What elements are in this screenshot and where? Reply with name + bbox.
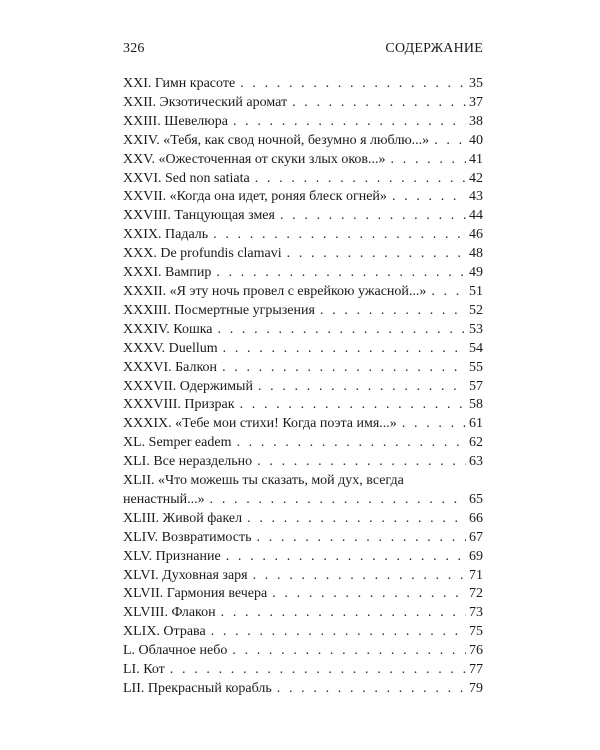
toc-entry-title: XXIII. Шевелюра [123,113,228,129]
toc-entry-title: XLVIII. Флакон [123,605,216,621]
toc-entry-title: XXVI. Sed non satiata [123,170,250,186]
toc-entry [123,453,483,472]
toc-entry-title: XXVII. «Когда она идет, роняя блеск огней» [123,189,387,205]
dot-leader [386,151,466,170]
toc-entry-page: 67 [469,529,483,545]
toc-entry [123,510,483,529]
toc-entry-title: XLIX. Отрава [123,624,206,640]
toc-entry-row [123,245,483,264]
toc-entry-row [123,491,483,510]
toc-entry-row [123,170,483,189]
toc-entry-row [123,567,483,586]
toc-entry-title: XXIX. Падаль [123,227,209,243]
toc-entry [123,642,483,661]
toc-entry-row [123,188,483,207]
dot-leader [242,510,466,529]
toc-entry-title: XLIII. Живой факел [123,510,243,526]
toc-entry-page: 55 [469,359,483,375]
toc-entry-title: XXXII. «Я эту ночь провел с еврейкою ужасной...» [123,283,427,299]
toc-entry-page: 46 [469,227,483,243]
toc-entry [123,170,483,189]
toc-entry-title: XLVII. Гармония вечера [123,586,268,602]
dot-leader [429,132,466,151]
toc-entry-page: 57 [469,378,483,394]
dot-leader [250,170,466,189]
toc-entry [123,226,483,245]
toc-entry [123,434,483,453]
toc-entry-title: XLIV. Возвратимость [123,529,252,545]
toc-entry-page: 44 [469,208,483,224]
dot-leader [253,378,466,397]
dot-leader [231,434,466,453]
dot-leader [252,529,467,548]
dot-leader [165,661,466,680]
dot-leader [275,207,466,226]
toc-entry-page: 49 [469,265,483,281]
toc-entry-title: XXXVIII. Призрак [123,397,235,413]
toc-entry [123,472,483,510]
toc-entry-page: 53 [469,321,483,337]
dot-leader [227,642,466,661]
toc-entry-row [123,340,483,359]
toc-entry-row [123,302,483,321]
toc-entry-page: 54 [469,340,483,356]
dot-leader [216,604,466,623]
toc-entry-row [123,453,483,472]
toc-entry-row [123,378,483,397]
toc-entry-title: LI. Кот [123,662,165,678]
toc-entry-row [123,604,483,623]
dot-leader [235,396,466,415]
toc-entry-title: XXI. Гимн красоте [123,76,236,91]
page-number: 326 [123,41,145,56]
toc-entry-page: 72 [469,586,483,602]
toc-entry-page: 65 [469,491,483,507]
toc-entry-page: 79 [469,681,483,696]
toc-entry-page: 43 [469,189,483,205]
dot-leader [282,245,466,264]
dot-leader [252,453,466,472]
toc-entry-page: 66 [469,510,483,526]
toc-entry-row [123,680,483,699]
toc-entry [123,302,483,321]
toc-entry-page: 61 [469,416,483,432]
toc-entry [123,113,483,132]
toc-entry [123,132,483,151]
dot-leader [315,302,466,321]
toc-entry-row [123,396,483,415]
toc-entry-page: 62 [469,435,483,451]
toc-entry-row [123,321,483,340]
toc-entry [123,188,483,207]
toc-entry [123,661,483,680]
dot-leader [217,359,466,378]
toc-entry-page: 48 [469,246,483,262]
toc-entry-page: 71 [469,567,483,583]
toc-entry-page: 52 [469,302,483,318]
toc-entry-page: 76 [469,643,483,659]
dot-leader [228,113,466,132]
running-header [123,41,483,61]
toc-entry-title: XL. Semper eadem [123,435,232,451]
toc-entry-row [123,585,483,604]
dot-leader [267,585,466,604]
toc-entry [123,340,483,359]
toc-entry-title: XXXVI. Балкон [123,359,218,375]
toc-entry-row [123,529,483,548]
toc-entry-title: XXXVII. Одержимый [123,378,253,394]
toc-entry-row [123,415,483,434]
toc-entry [123,548,483,567]
toc-entry-page: 42 [469,170,483,186]
dot-leader [235,75,466,94]
toc-entry-page: 38 [469,113,483,129]
toc-entry [123,321,483,340]
running-title: СОДЕРЖАНИЕ [385,41,483,56]
toc-entry-title: XXIV. «Тебя, как свод ночной, безумно я люблю...» [123,132,430,148]
toc-entry-page: 77 [469,662,483,678]
toc-entry [123,567,483,586]
toc-entry-page: 75 [469,624,483,640]
toc-entry-row [123,207,483,226]
dot-leader [248,567,466,586]
dot-leader [208,226,466,245]
toc-entry [123,680,483,699]
toc-entry-page: 58 [469,397,483,413]
toc-entry [123,75,483,94]
dot-leader [426,283,466,302]
toc-entry [123,151,483,170]
toc-entry-page: 35 [469,76,483,91]
toc-entry-row [123,226,483,245]
toc-entry-row [123,359,483,378]
toc-entry [123,283,483,302]
toc-entry-row [123,510,483,529]
toc-entry-row [123,151,483,170]
toc-entry-title: LII. Прекрасный корабль [123,681,272,696]
toc-entry-title-line1: XLII. «Что можешь ты сказать, мой дух, всегда [123,473,404,489]
dot-leader [206,623,466,642]
toc-entry-title: XLVI. Духовная заря [123,567,248,583]
dot-leader [387,188,466,207]
toc-entry-row [123,75,483,94]
toc-entry-row [123,132,483,151]
table-of-contents [123,75,483,699]
toc-entry [123,264,483,283]
toc-entry-title: XXXI. Вампир [123,265,212,281]
toc-entry-title: XXXIII. Посмертные угрызения [123,302,315,318]
dot-leader [221,548,466,567]
toc-entry [123,245,483,264]
toc-entry-title: XXX. De profundis clamavi [123,246,282,262]
dot-leader [272,680,466,699]
toc-entry [123,604,483,623]
toc-entry [123,585,483,604]
toc-entry-row [123,548,483,567]
dot-leader [213,321,466,340]
dot-leader [205,491,466,510]
toc-entry-title: XXII. Экзотический аромат [123,94,288,110]
toc-entry [123,207,483,226]
toc-entry [123,359,483,378]
toc-entry-row [123,434,483,453]
toc-entry-row [123,623,483,642]
toc-entry-page: 63 [469,454,483,470]
dot-leader [211,264,466,283]
toc-entry-page: 37 [469,94,483,110]
dot-leader [397,415,466,434]
toc-entry-row [123,642,483,661]
toc-entry-title: XXXIX. «Тебе мои стихи! Когда поэта имя...» [123,416,397,432]
toc-entry-page: 51 [469,283,483,299]
toc-entry-title: XXXV. Duellum [123,340,218,356]
toc-entry-page: 73 [469,605,483,621]
toc-entry-row [123,94,483,113]
toc-entry-title: ненастный...» [123,491,205,507]
toc-entry-title: XXXIV. Кошка [123,321,213,337]
dot-leader [218,340,466,359]
toc-entry-title: XXV. «Ожесточенная от скуки злых оков...» [123,151,386,167]
toc-entry-row [123,283,483,302]
toc-entry [123,94,483,113]
toc-entry-title: XLV. Признание [123,548,221,564]
toc-entry-title: XXVIII. Танцующая змея [123,208,275,224]
toc-entry-page: 41 [469,151,483,167]
toc-entry-title: XLI. Все нераздельно [123,454,253,470]
toc-entry [123,396,483,415]
toc-entry-row [123,661,483,680]
toc-entry-page: 69 [469,548,483,564]
dot-leader [287,94,466,113]
toc-entry [123,415,483,434]
toc-entry-title: L. Облачное небо [123,643,228,659]
toc-entry [123,529,483,548]
toc-entry-row [123,264,483,283]
toc-entry [123,378,483,397]
toc-entry-row [123,113,483,132]
toc-entry-page: 40 [469,132,483,148]
toc-entry [123,623,483,642]
